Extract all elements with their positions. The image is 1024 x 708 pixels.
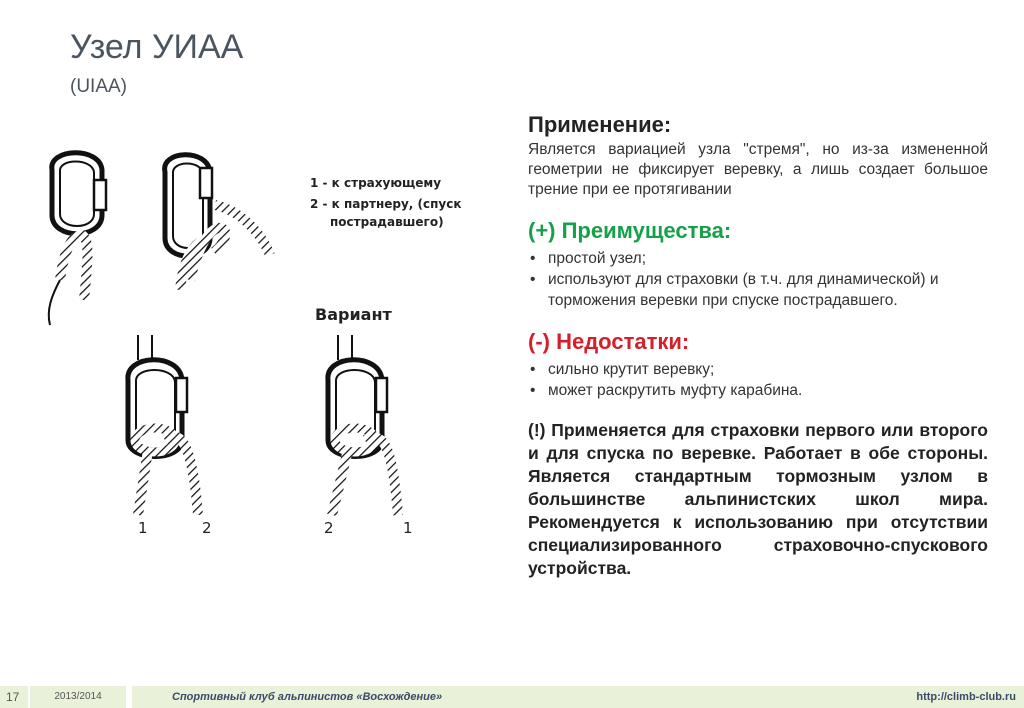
legend-line-1: 1 - к страхующему bbox=[310, 176, 442, 190]
pros-list bbox=[528, 248, 988, 311]
cons-list bbox=[528, 359, 988, 401]
club-link[interactable]: http://climb-club.ru bbox=[916, 691, 1016, 703]
variant-label: Вариант bbox=[315, 305, 392, 324]
content-column bbox=[528, 112, 988, 580]
footer bbox=[0, 686, 1024, 708]
usage-text: Является вариацией узла "стремя", но из-за измененной геометрии не фиксирует веревку, а лишь создает большое трение при ее протягивании bbox=[528, 141, 988, 198]
footer-bar bbox=[132, 686, 1024, 708]
usage-note: (!) Применяется для страховки первого или второго и для спуска по веревке. Работает в обе стороны. Является стандартным тормозным узлом в большинстве альпинистских школ мира. Рекомендуется к использованию при отсутствии специализированного страховочно-спускового устройства. bbox=[528, 420, 988, 578]
club-name: Спортивный клуб альпинистов «Восхождение» bbox=[172, 691, 443, 703]
usage-heading: Применение: bbox=[528, 112, 672, 137]
footer-year: 2013/2014 bbox=[30, 686, 126, 708]
cons-heading: (-) Недостатки: bbox=[528, 329, 690, 354]
carabiner-step1-drawing bbox=[49, 153, 106, 325]
page-title: Узел УИАА bbox=[70, 28, 244, 66]
page-subtitle: (UIAA) bbox=[70, 76, 127, 97]
knot-illustration bbox=[30, 140, 500, 540]
list-item: • сильно крутит веревку; bbox=[528, 359, 988, 380]
page-number: 17 bbox=[0, 686, 28, 708]
pros-heading: (+) Преимущества: bbox=[528, 218, 732, 243]
strand-label-2-right: 2 bbox=[324, 519, 334, 537]
list-item: • может раскрутить муфту карабина. bbox=[528, 380, 988, 401]
legend-line-3: пострадавшего) bbox=[330, 215, 444, 229]
strand-label-1-left: 1 bbox=[138, 519, 148, 537]
list-item: • простой узел; bbox=[528, 248, 988, 269]
strand-label-1-right: 1 bbox=[403, 519, 413, 537]
carabiner-step2-drawing bbox=[165, 155, 270, 290]
list-item: • используют для страховки (в т.ч. для динамической) и торможения веревки при спуске пострадавшего. bbox=[528, 269, 988, 311]
carabiner-result-drawing bbox=[128, 335, 198, 515]
carabiner-variant-drawing bbox=[328, 335, 398, 515]
strand-label-2-left: 2 bbox=[202, 519, 212, 537]
legend-line-2: 2 - к партнеру, (спуск bbox=[310, 197, 462, 211]
